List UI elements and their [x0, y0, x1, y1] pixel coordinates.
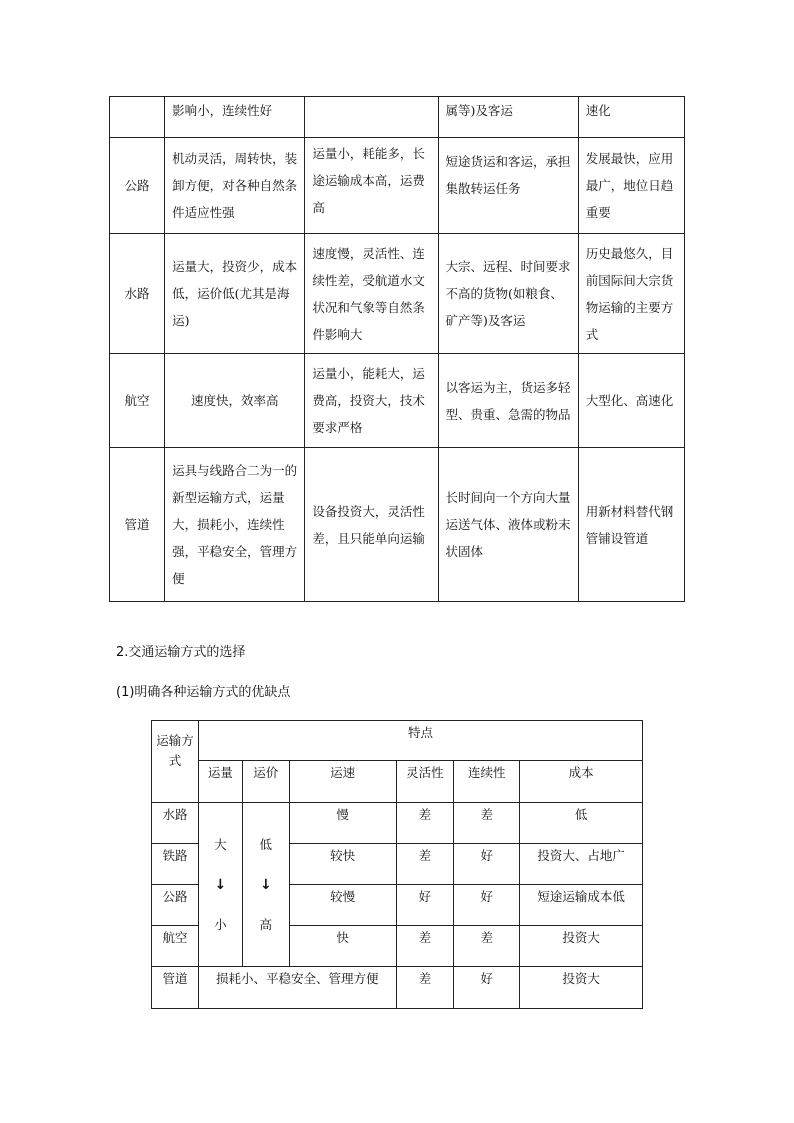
flex-cell: 差 [396, 844, 454, 885]
table-cell: 属等)及客运 [438, 97, 578, 138]
section-title: 2.交通运输方式的选择 [116, 645, 246, 660]
pipeline-desc-cell: 损耗小、平稳安全、管理方便 [198, 967, 396, 1009]
cost-cell: 短途运输成本低 [520, 885, 643, 926]
volume-top: 大 [214, 836, 227, 852]
disadvantages-cell: 设备投资大，灵活性差，且只能单向运输 [305, 448, 438, 602]
usage-cell: 以客运为主，货运多轻型、贵重、急需的物品 [438, 354, 578, 448]
cont-cell: 差 [454, 803, 520, 844]
disadvantages-cell: 速度慢，灵活性、连续性差，受航道水文状况和气象等自然条件影响大 [305, 234, 438, 354]
volume-cell [198, 803, 242, 967]
row-name: 水路 [110, 234, 165, 354]
trend-cell: 用新材料替代钢管铺设管道 [578, 448, 684, 602]
trend-cell: 发展最快，应用最广，地位日趋重要 [578, 138, 684, 234]
cont-cell: 差 [454, 926, 520, 967]
cont-cell: 好 [454, 844, 520, 885]
column-header: 运速 [289, 761, 396, 803]
column-header: 运量 [198, 761, 242, 803]
arrow-down-icon: ↓ [214, 876, 227, 893]
usage-cell: 短途货运和客运，承担集散转运任务 [438, 138, 578, 234]
disadvantages-cell: 运量小，耗能多，长途运输成本高，运费高 [305, 138, 438, 234]
column-header: 成本 [520, 761, 643, 803]
usage-cell: 大宗、远程、时间要求不高的货物(如粮食、矿产等)及客运 [438, 234, 578, 354]
column-header: 运价 [242, 761, 289, 803]
table-row [110, 448, 685, 602]
trend-cell: 历史最悠久，目前国际间大宗货物运输的主要方式 [578, 234, 684, 354]
speed-cell: 快 [289, 926, 396, 967]
speed-cell: 较快 [289, 844, 396, 885]
trend-cell: 大型化、高速化 [578, 354, 684, 448]
arrow-down-icon: ↓ [259, 876, 272, 893]
cont-cell: 好 [454, 967, 520, 1009]
group-header: 特点 [198, 721, 642, 761]
corner-header: 运输方式 [152, 721, 199, 803]
disadvantages-cell: 运量小，能耗大，运费高，投资大，技术要求严格 [305, 354, 438, 448]
table-row [110, 354, 685, 448]
advantages-cell: 运具与线路合二为一的新型运输方式，运量大，损耗小，连续性强，平稳安全，管理方便 [165, 448, 305, 602]
price-top: 低 [259, 836, 273, 852]
column-header: 连续性 [454, 761, 520, 803]
row-name: 航空 [152, 926, 199, 967]
row-name: 管道 [152, 967, 199, 1009]
cost-cell: 投资大、占地广 [520, 844, 643, 885]
table-row [110, 234, 685, 354]
row-name: 航空 [110, 354, 165, 448]
cost-cell: 投资大 [520, 967, 643, 1009]
row-name: 水路 [152, 803, 199, 844]
advantages-cell: 机动灵活，周转快，装卸方便，对各种自然条件适应性强 [165, 138, 305, 234]
row-name: 公路 [152, 885, 199, 926]
flex-cell: 差 [396, 926, 454, 967]
table-row [152, 967, 643, 1009]
cost-cell: 投资大 [520, 926, 643, 967]
advantages-cell: 速度快，效率高 [165, 354, 305, 448]
advantages-cell: 运量大，投资少，成本低，运价低(尤其是海运) [165, 234, 305, 354]
table-cell: 速化 [578, 97, 684, 138]
flex-cell: 好 [396, 885, 454, 926]
cost-cell: 低 [520, 803, 643, 844]
table-row [152, 721, 643, 761]
price-cell [242, 803, 289, 967]
table-row [110, 97, 685, 138]
row-name: 管道 [110, 448, 165, 602]
table-row [152, 803, 643, 844]
flex-cell: 差 [396, 967, 454, 1009]
table-cell [305, 97, 438, 138]
speed-cell: 较慢 [289, 885, 396, 926]
flex-cell: 差 [396, 803, 454, 844]
row-name: 公路 [110, 138, 165, 234]
table-cell [110, 97, 165, 138]
table-row [152, 761, 643, 803]
transport-comparison-table [109, 96, 685, 602]
table-cell: 影响小，连续性好 [165, 97, 305, 138]
cont-cell: 好 [454, 885, 520, 926]
usage-cell: 长时间向一个方向大量运送气体、液体或粉末状固体 [438, 448, 578, 602]
volume-bottom: 小 [214, 916, 227, 932]
price-bottom: 高 [259, 916, 273, 932]
table-row [110, 138, 685, 234]
speed-cell: 慢 [289, 803, 396, 844]
row-name: 铁路 [152, 844, 199, 885]
subsection-title: (1)明确各种运输方式的优缺点 [116, 685, 291, 700]
column-header: 灵活性 [396, 761, 454, 803]
transport-features-table [151, 720, 643, 1009]
